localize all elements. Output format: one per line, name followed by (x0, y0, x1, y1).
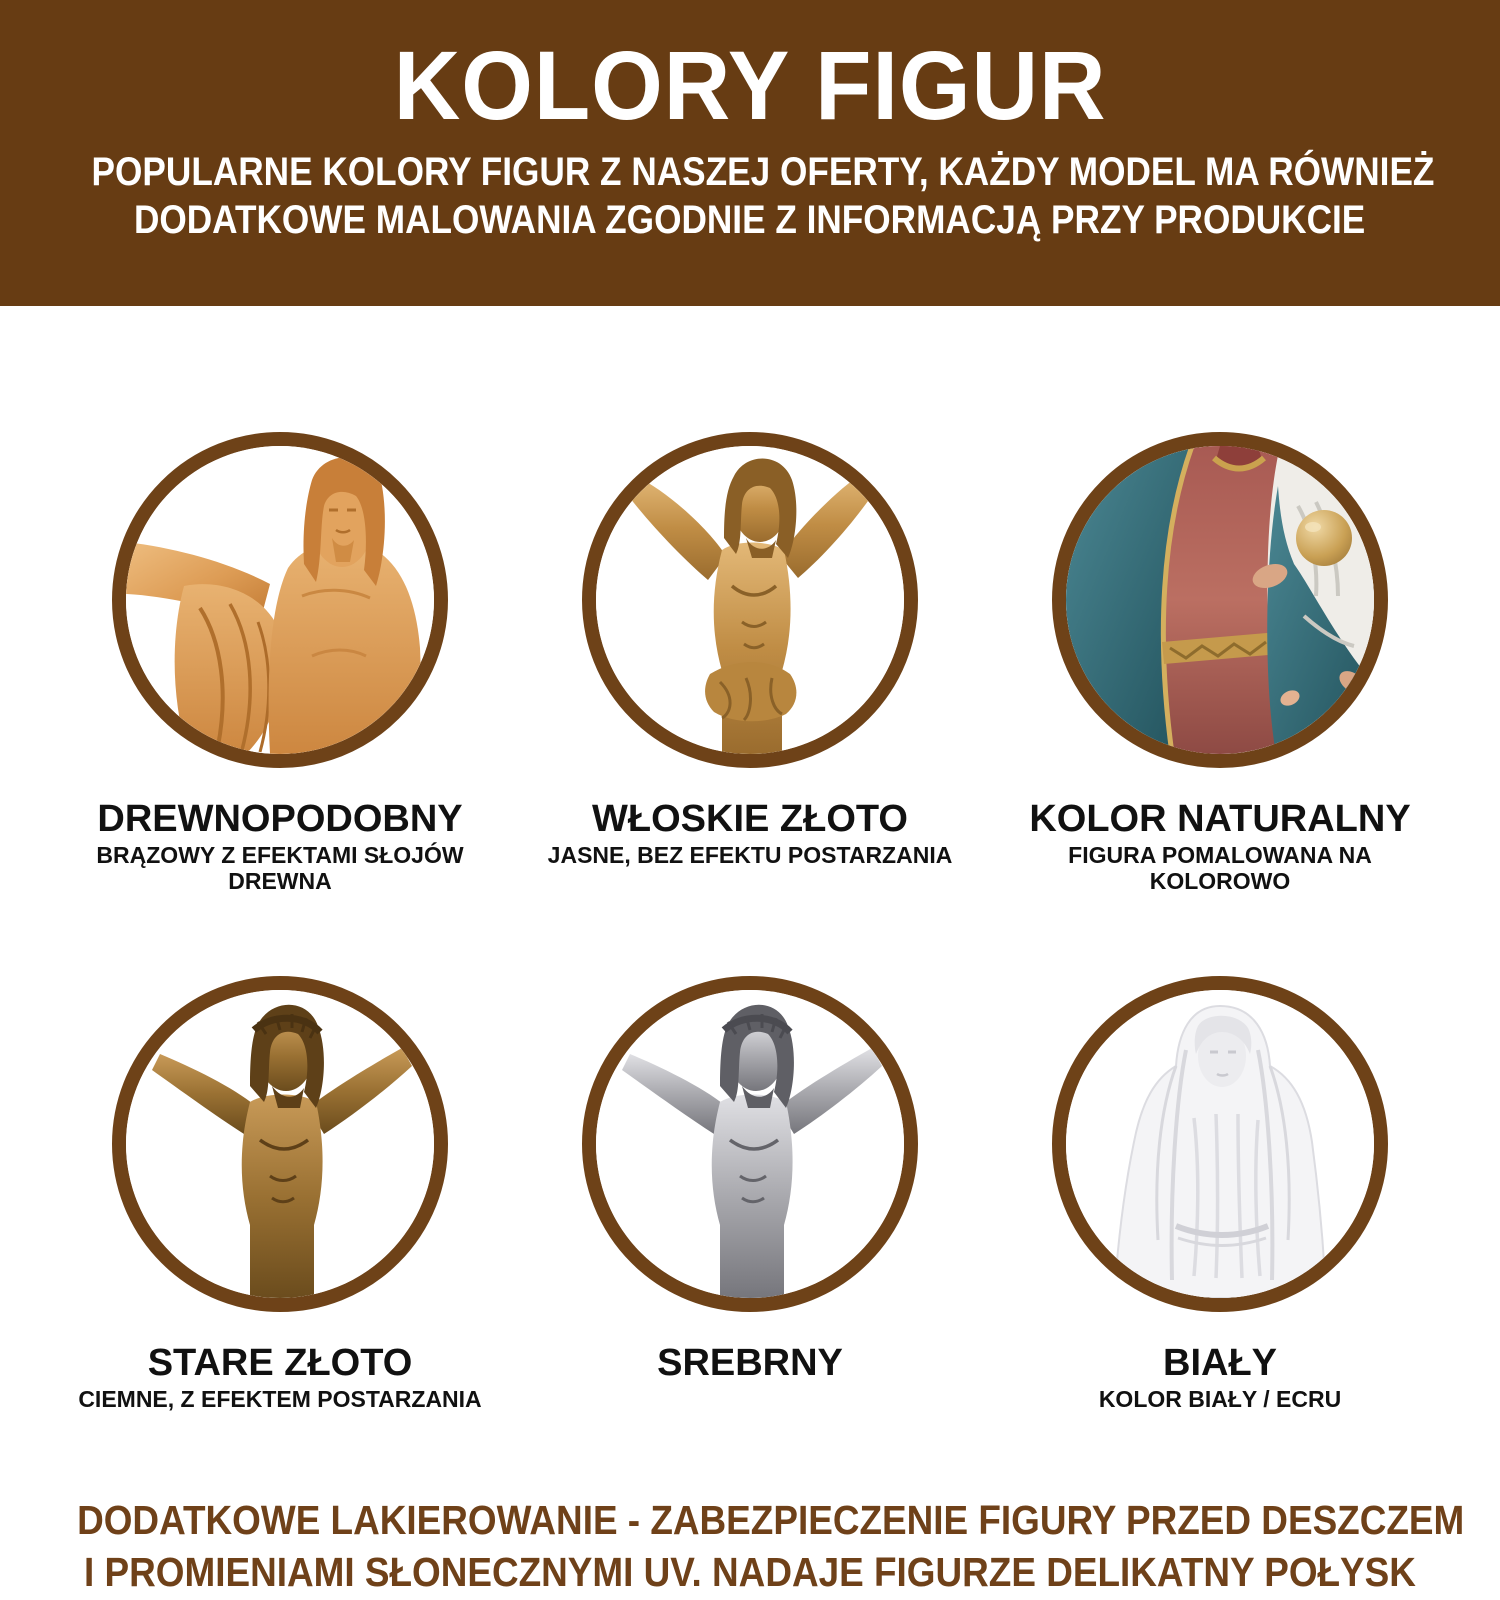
color-item-stare-zloto (60, 976, 500, 1412)
statue-photo-bialy (1052, 976, 1388, 1312)
color-item-wloskie-zloto (530, 432, 970, 894)
item-label: WŁOSKIE ZŁOTO (592, 798, 908, 840)
statue-photo-kolor-naturalny (1052, 432, 1388, 768)
statue-photo-wloskie-zloto (582, 432, 918, 768)
item-label: SREBRNY (657, 1342, 843, 1384)
page-subtitle (0, 148, 1500, 244)
footer-line-1: DODATKOWE LAKIEROWANIE - ZABEZPIECZENIE FIGURY PRZED DESZCZEM (77, 1497, 1465, 1543)
statue-photo-drewnopodobny (112, 432, 448, 768)
page-title: KOLORY FIGUR (393, 31, 1107, 140)
color-item-srebrny (530, 976, 970, 1412)
item-sublabel: CIEMNE, Z EFEKTEM POSTARZANIA (78, 1386, 482, 1412)
statue-photo-stare-zloto (112, 976, 448, 1312)
header-banner (0, 0, 1500, 306)
statue-photo-srebrny (582, 976, 918, 1312)
subtitle-line-1: POPULARNE KOLORY FIGUR Z NASZEJ OFERTY, KAŻDY MODEL MA RÓWNIEŻ (91, 150, 1435, 194)
footer-note (0, 1494, 1500, 1598)
item-label: BIAŁY (1163, 1342, 1277, 1384)
item-sublabel: BRĄZOWY Z EFEKTAMI SŁOJÓW DREWNA (96, 842, 464, 894)
color-options-grid (0, 432, 1500, 1412)
color-item-drewnopodobny (60, 432, 500, 894)
item-sublabel: JASNE, BEZ EFEKTU POSTARZANIA (547, 842, 953, 868)
color-item-bialy (1000, 976, 1440, 1412)
item-sublabel: FIGURA POMALOWANA NA KOLOROWO (1068, 842, 1372, 894)
item-label: DREWNOPODOBNY (97, 798, 463, 840)
item-label: KOLOR NATURALNY (1029, 798, 1411, 840)
color-item-kolor-naturalny (1000, 432, 1440, 894)
item-label: STARE ZŁOTO (147, 1342, 413, 1384)
footer-line-2: I PROMIENIAMI SŁONECZNYMI UV. NADAJE FIGURZE DELIKATNY POŁYSK (84, 1549, 1416, 1595)
subtitle-line-2: DODATKOWE MALOWANIA ZGODNIE Z INFORMACJĄ PRZY PRODUKCIE (134, 198, 1366, 242)
item-sublabel: KOLOR BIAŁY / ECRU (1098, 1386, 1342, 1412)
